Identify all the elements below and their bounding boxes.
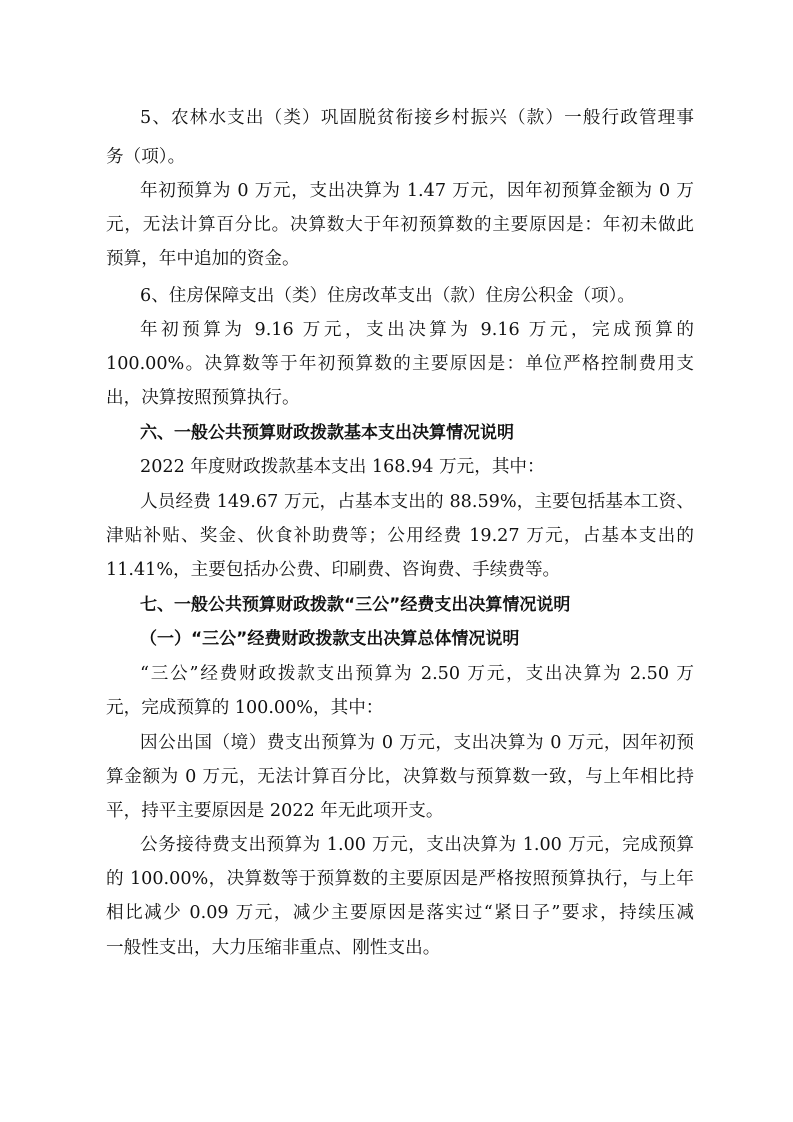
paragraph-line: “三公”经费财政拨款支出预算为 2.50 万元，支出决算为 2.50 万 <box>140 664 694 684</box>
paragraph-line: 津贴补贴、奖金、伙食补助费等；公用经费 19.27 万元，占基本支出的 <box>106 526 694 546</box>
paragraph-line: 务（项）。 <box>106 147 186 167</box>
paragraph-line: 预算，年中追加的资金。 <box>106 249 300 269</box>
paragraph-line: 的 100.00%，决算数等于预算数的主要原因是严格按照预算执行，与上年 <box>106 869 694 889</box>
paragraph-line: 100.00%。决算数等于年初预算数的主要原因是：单位严格控制费用支 <box>106 354 694 374</box>
section-heading-7: 七、一般公共预算财政拨款“三公”经费支出决算情况说明 <box>140 595 571 615</box>
paragraph-line: 出，决算按照预算执行。 <box>106 388 300 408</box>
section-heading-6: 六、一般公共预算财政拨款基本支出决算情况说明 <box>140 423 514 443</box>
paragraph-line: 年初预算为 9.16 万元，支出决算为 9.16 万元，完成预算的 <box>140 320 694 340</box>
paragraph-line: 年初预算为 0 万元，支出决算为 1.47 万元，因年初预算金额为 0 万 <box>140 181 694 201</box>
paragraph-line: 一般性支出，大力压缩非重点、刚性支出。 <box>106 938 441 958</box>
subsection-heading-7-1: （一）“三公”经费财政拨款支出决算总体情况说明 <box>140 629 520 649</box>
paragraph-line: 11.41%，主要包括办公费、印刷费、咨询费、手续费等。 <box>106 560 561 580</box>
paragraph-line: 公务接待费支出预算为 1.00 万元，支出决算为 1.00 万元，完成预算 <box>140 835 694 855</box>
paragraph-line: 6、住房保障支出（类）住房改革支出（款）住房公积金（项）。 <box>140 286 636 306</box>
paragraph-line: 平，持平主要原因是 2022 年无此项开支。 <box>106 801 444 821</box>
paragraph-line: 元，无法计算百分比。决算数大于年初预算数的主要原因是：年初未做此 <box>106 215 694 235</box>
paragraph-line: 2022 年度财政拨款基本支出 168.94 万元，其中： <box>140 457 545 477</box>
paragraph-line: 5、农林水支出（类）巩固脱贫衔接乡村振兴（款）一般行政管理事 <box>140 108 694 128</box>
paragraph-line: 元，完成预算的 100.00%，其中： <box>106 698 384 718</box>
paragraph-line: 算金额为 0 万元，无法计算百分比，决算数与预算数一致，与上年相比持 <box>106 767 694 787</box>
paragraph-line: 相比减少 0.09 万元，减少主要原因是落实过“紧日子”要求，持续压减 <box>106 903 694 923</box>
paragraph-line: 人员经费 149.67 万元，占基本支出的 88.59%，主要包括基本工资、 <box>140 492 694 512</box>
paragraph-line: 因公出国（境）费支出预算为 0 万元，支出决算为 0 万元，因年初预 <box>140 733 694 753</box>
